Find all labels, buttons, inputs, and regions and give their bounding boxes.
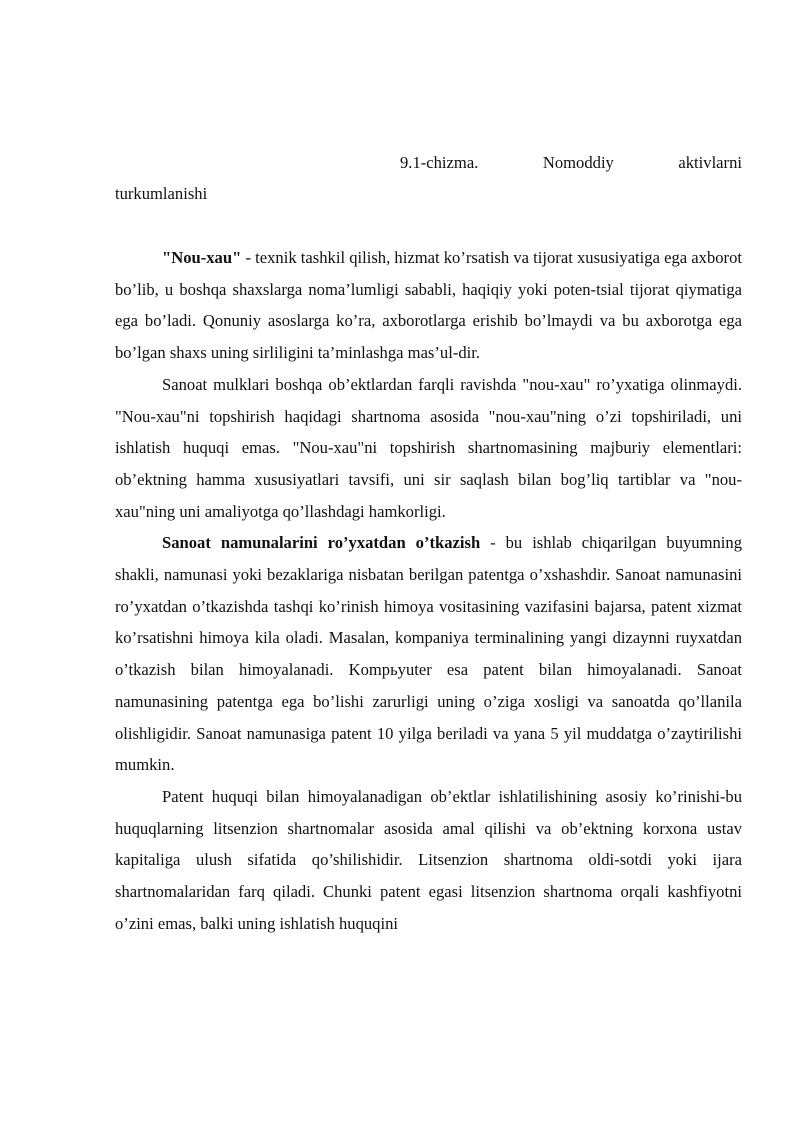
caption-number: 9.1-chizma. [400, 153, 479, 172]
term-heading: "Nou-xau" [162, 248, 242, 267]
term-heading: Sanoat namunalarini ro’yxatdan o’tkazish [162, 533, 481, 553]
paragraph-sanoat-namunalari [115, 527, 742, 781]
body-text [115, 242, 742, 939]
paragraph-text: Patent huquqi bilan himoyalanadigan ob’ektlar ishlatilishining asosiy ko’rinishi-bu huquqlarning litsenzion shartnomalar asosida amal qilishi va ob’ektning korxona ustav kapitaliga ulush sifatida qo’shilishidir. Litsenzion shartnoma oldi-sotdi yoki ijara shartnomalaridan farq qiladi. Chunki patent egasi litsenzion shartnoma orqali kashfiyotni o’zini emas, balki uning ishlatish huquqini [115, 786, 742, 933]
paragraph-nou-xau [115, 242, 742, 369]
paragraph-sanoat-mulklari [115, 369, 742, 528]
caption-word: aktivlarni [678, 153, 742, 172]
figure-caption [400, 149, 742, 177]
paragraph-text: - bu ishlab chiqarilgan buyumning shakli, namunasi yoki bezaklariga nisbatan berilgan patentga o’xshashdir. Sanoat namunasini ro’yxatdan o’tkazishda tashqi ko’rinish himoya vositasining vazifasini bajarsa, patent xizmat ko’rsatishni himoya kila oladi. Masalan, kompaniya terminalining yangi dizaynni ruyxatdan o’tkazish bilan himoyalanadi. Kompьyuter esa patent bilan himoyalanadi. Sanoat namunasining patentga ega bo’lishi zarurligi uning o’ziga xosligi va sanoatda qo’llanila olishligidir. Sanoat namunasiga patent 10 yilga beriladi va yana 5 yil muddatga o’zaytirilishi mumkin. [115, 533, 742, 775]
caption-word: Nomoddiy [542, 153, 614, 172]
paragraph-text: - texnik tashkil qilish, hizmat ko’rsatish va tijorat xususiyatiga ega axborot bo’lib, u boshqa shaxslarga noma’lumligi sababli, haqiqiy yoki poten-tsial tijorat qiymatiga ega bo’ladi. Qonuniy asoslarga ko’ra, axborotlarga erishib bo’lmaydi va bu axborotga ega bo’lgan shaxs uning sirliligini ta’minlashga mas’ul-dir. [115, 248, 742, 363]
paragraph-patent-huquqi [115, 781, 742, 940]
figure-caption-continuation: turkumlanishi [115, 184, 208, 203]
paragraph-text: Sanoat mulklari boshqa ob’ektlardan farqli ravishda "nou-xau" ro’yxatiga olinmaydi. "Nou-xau"ni topshirish haqidagi shartnoma asosida "nou-xau"ning o’zi topshiriladi, uni ishlatish huquqi emas. "Nou-xau"ni topshirish shartnomasining majburiy elementlari: ob’ektning hamma xususiyatlari tavsifi, uni sir saqlash bilan bog’liq tartiblar va "nou-xau"ning uni amaliyotga qo’llashdagi hamkorligi. [115, 374, 742, 521]
